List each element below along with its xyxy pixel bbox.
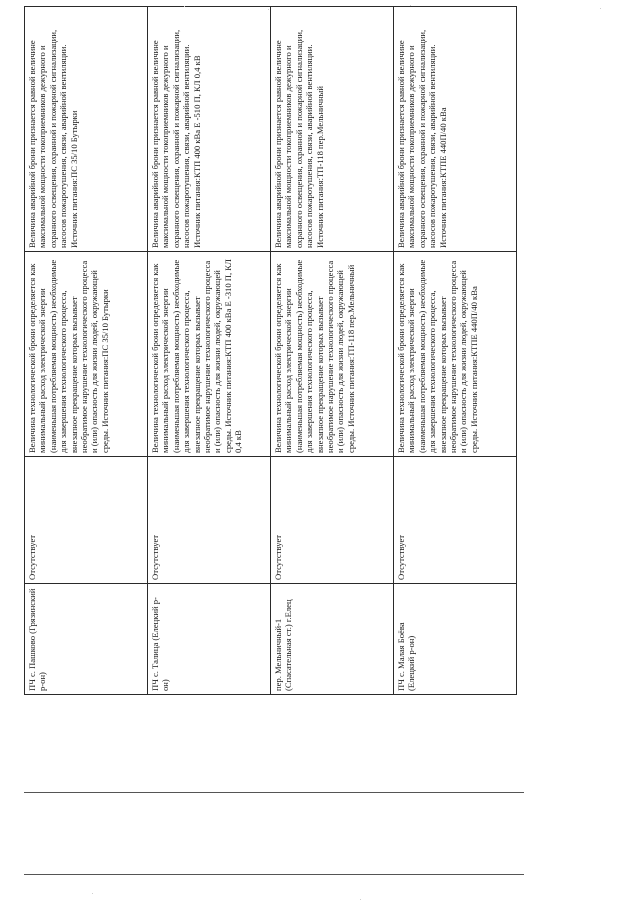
absent-cell: Отсутствует [271, 457, 394, 584]
power-reserve-table [24, 6, 517, 695]
rotated-page [24, 27, 524, 695]
scan-speck [410, 5, 411, 6]
emergency-reserve-cell: Величина аварийной брони признается равной величине максимальной мощности токоприемников дежурного и охранного освещения, охранной и пожарной сигнализации, насосов пожаротушения, связи, аварийной вентиляции. Источник питания:ПС 35/10 Бутырки [25, 7, 148, 252]
absent-cell: Отсутствует [394, 457, 517, 584]
table-row [148, 7, 271, 695]
footnote-rule-top [24, 792, 524, 793]
tech-reserve-cell: Величина технологической брони определяется как минимальный расход электрической энергии (наименьшая потребляемая мощность) необходимые для завершения технологического процесса, внезапное прекращение которых вызывает необратимое нарушение технологического процесса и (или) опасность для жизни людей, окружающей среды. Источник питания:ТП-118 пер.Мельничный [271, 252, 394, 457]
scan-speck [600, 8, 601, 9]
emergency-reserve-cell: Величина аварийной брони признается равной величине максимальной мощности токоприемников дежурного и охранного освещения, охранной и пожарной сигнализации, насосов пожаротушения, связи, аварийной вентиляции. Источник питания:ТП-118 пер.Мельничный [271, 7, 394, 252]
object-cell: ПЧ с. Малая Боёва (Елецкий р-он) [394, 584, 517, 695]
scan-speck [268, 9, 269, 10]
table-row [25, 7, 148, 695]
object-cell: пер. Мельничный-1 (Спасательная ст.) г.Елец [271, 584, 394, 695]
object-cell: ПЧ с. Талица (Елецкий р-он) [148, 584, 271, 695]
object-cell: ПЧ с. Пашково (Грязинский р-он) [25, 584, 148, 695]
scan-speck [184, 6, 185, 7]
tech-reserve-cell: Величина технологической брони определяется как минимальный расход электрической энергии (наименьшая потребляемая мощность) необходимые для завершения технологического процесса, внезапное прекращение которых вызывает необратимое нарушение технологического процесса и (или) опасность для жизни людей, окружающей среды. Источник питания:ПС 35/10 Бутырки [25, 252, 148, 457]
tech-reserve-cell: Величина технологической брони определяется как минимальный расход электрической энергии (наименьшая потребляемая мощность) необходимые для завершения технологического процесса, внезапное прекращение которых вызывает необратимое нарушение технологического процесса и (или) опасность для жизни людей, окружающей среды. Источник питания:КТП 400 кВа Е -310 П, КЛ 0,4 кВ [148, 252, 271, 457]
scan-speck [360, 899, 361, 900]
emergency-reserve-cell: Величина аварийной брони признается равной величине максимальной мощности токоприемников дежурного и охранного освещения, охранной и пожарной сигнализации, насосов пожаротушения, связи, аварийной вентиляции. Источник питания:КТП 400 кВа Е -510 П, КЛ 0,4 кВ [148, 7, 271, 252]
footnote-rule-bottom [24, 874, 524, 875]
absent-cell: Отсутствует [25, 457, 148, 584]
scan-speck [92, 893, 93, 894]
absent-cell: Отсутствует [148, 457, 271, 584]
table-row [394, 7, 517, 695]
emergency-reserve-cell: Величина аварийной брони признается равной величине максимальной мощности токоприемников дежурного и охранного освещения, охранной и пожарной сигнализации, насосов пожаротушения, связи, аварийной вентиляции. Источник питания:КТПЕ 440П/40 кВа [394, 7, 517, 252]
tech-reserve-cell: Величина технологической брони определяется как минимальный расход электрической энергии (наименьшая потребляемая мощность) необходимые для завершения технологического процесса, внезапное прекращение которых вызывает необратимое нарушение технологического процесса и (или) опасность для жизни людей, окружающей среды. Источник питания:КТПЕ 440П/40 кВа [394, 252, 517, 457]
table-row [271, 7, 394, 695]
